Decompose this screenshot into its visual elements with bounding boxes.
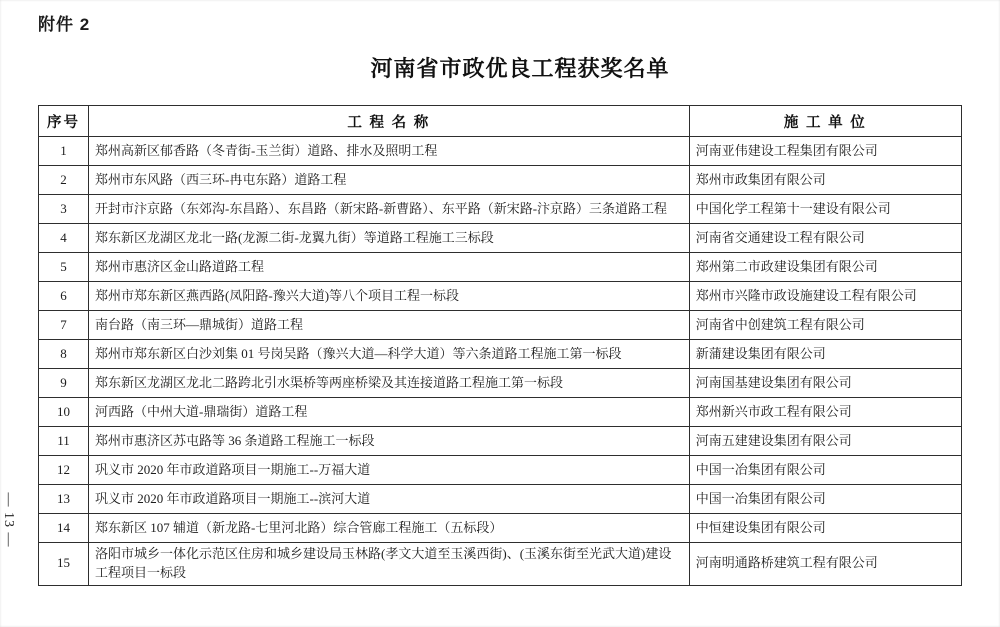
- table-row: [39, 253, 962, 282]
- cell-project-name: 巩义市 2020 年市政道路项目一期施工--万福大道: [89, 456, 690, 485]
- table-row: [39, 195, 962, 224]
- cell-serial-number: 15: [39, 543, 89, 586]
- cell-construction-unit: 郑州新兴市政工程有限公司: [689, 398, 961, 427]
- cell-construction-unit: 新蒲建设集团有限公司: [689, 340, 961, 369]
- cell-project-name: 郑东新区龙湖区龙北一路(龙源二街-龙翼九街）等道路工程施工三标段: [89, 224, 690, 253]
- table-row: [39, 456, 962, 485]
- cell-project-name: 郑东新区 107 辅道（新龙路-七里河北路）综合管廊工程施工（五标段）: [89, 514, 690, 543]
- table-row: [39, 369, 962, 398]
- cell-construction-unit: 中国一冶集团有限公司: [689, 485, 961, 514]
- attachment-label: 附件 2: [38, 15, 91, 34]
- cell-project-name: 郑州市东风路（西三环-冉屯东路）道路工程: [89, 166, 690, 195]
- cell-project-name: 郑州高新区郁香路（冬青街-玉兰街）道路、排水及照明工程: [89, 137, 690, 166]
- cell-construction-unit: 郑州市兴隆市政设施建设工程有限公司: [689, 282, 961, 311]
- page-number: — 13 —: [1, 492, 16, 548]
- cell-construction-unit: 郑州市政集团有限公司: [689, 166, 961, 195]
- cell-project-name: 郑州市惠济区苏屯路等 36 条道路工程施工一标段: [89, 427, 690, 456]
- table-row: [39, 137, 962, 166]
- cell-serial-number: 6: [39, 282, 89, 311]
- cell-construction-unit: 河南明通路桥建筑工程有限公司: [689, 543, 961, 586]
- cell-serial-number: 3: [39, 195, 89, 224]
- cell-serial-number: 1: [39, 137, 89, 166]
- cell-project-name: 开封市汴京路（东郊沟-东昌路）、东昌路（新宋路-新曹路）、东平路（新宋路-汴京路）三条道路工程: [89, 195, 690, 224]
- cell-serial-number: 8: [39, 340, 89, 369]
- cell-construction-unit: 郑州第二市政建设集团有限公司: [689, 253, 961, 282]
- cell-construction-unit: 中恒建设集团有限公司: [689, 514, 961, 543]
- cell-serial-number: 12: [39, 456, 89, 485]
- awards-table: [38, 105, 962, 586]
- table-row: [39, 485, 962, 514]
- table-row: [39, 543, 962, 586]
- cell-construction-unit: 河南省交通建设工程有限公司: [689, 224, 961, 253]
- cell-serial-number: 14: [39, 514, 89, 543]
- table-row: [39, 166, 962, 195]
- cell-project-name: 洛阳市城乡一体化示范区住房和城乡建设局玉林路(孝文大道至玉溪西街)、(玉溪东街至光武大道)建设工程项目一标段: [89, 543, 690, 586]
- table-row: [39, 398, 962, 427]
- cell-project-name: 南台路（南三环—鼎城街）道路工程: [89, 311, 690, 340]
- cell-construction-unit: 河南五建建设集团有限公司: [689, 427, 961, 456]
- cell-serial-number: 10: [39, 398, 89, 427]
- cell-project-name: 郑州市郑东新区白沙刘集 01 号岗吴路（豫兴大道—科学大道）等六条道路工程施工第一标段: [89, 340, 690, 369]
- col-header-project: 工 程 名 称: [89, 106, 690, 137]
- cell-project-name: 郑东新区龙湖区龙北二路跨北引水渠桥等两座桥梁及其连接道路工程施工第一标段: [89, 369, 690, 398]
- awards-table-header: [39, 106, 962, 137]
- header-row: [39, 106, 962, 137]
- page-title: 河南省市政优良工程获奖名单: [370, 56, 670, 81]
- cell-serial-number: 11: [39, 427, 89, 456]
- cell-construction-unit: 中国一冶集团有限公司: [689, 456, 961, 485]
- cell-construction-unit: 河南省中创建筑工程有限公司: [689, 311, 961, 340]
- cell-serial-number: 4: [39, 224, 89, 253]
- cell-project-name: 郑州市惠济区金山路道路工程: [89, 253, 690, 282]
- cell-serial-number: 13: [39, 485, 89, 514]
- cell-serial-number: 2: [39, 166, 89, 195]
- cell-serial-number: 7: [39, 311, 89, 340]
- table-row: [39, 311, 962, 340]
- table-row: [39, 340, 962, 369]
- cell-construction-unit: 河南国基建设集团有限公司: [689, 369, 961, 398]
- table-row: [39, 224, 962, 253]
- col-header-unit: 施 工 单 位: [689, 106, 961, 137]
- cell-serial-number: 9: [39, 369, 89, 398]
- cell-construction-unit: 中国化学工程第十一建设有限公司: [689, 195, 961, 224]
- cell-project-name: 河西路（中州大道-鼎瑞街）道路工程: [89, 398, 690, 427]
- col-header-no: 序号: [39, 106, 89, 137]
- table-row: [39, 514, 962, 543]
- cell-serial-number: 5: [39, 253, 89, 282]
- table-row: [39, 427, 962, 456]
- cell-project-name: 巩义市 2020 年市政道路项目一期施工--滨河大道: [89, 485, 690, 514]
- awards-table-body: [39, 137, 962, 586]
- cell-construction-unit: 河南亚伟建设工程集团有限公司: [689, 137, 961, 166]
- table-row: [39, 282, 962, 311]
- cell-project-name: 郑州市郑东新区燕西路(凤阳路-豫兴大道)等八个项目工程一标段: [89, 282, 690, 311]
